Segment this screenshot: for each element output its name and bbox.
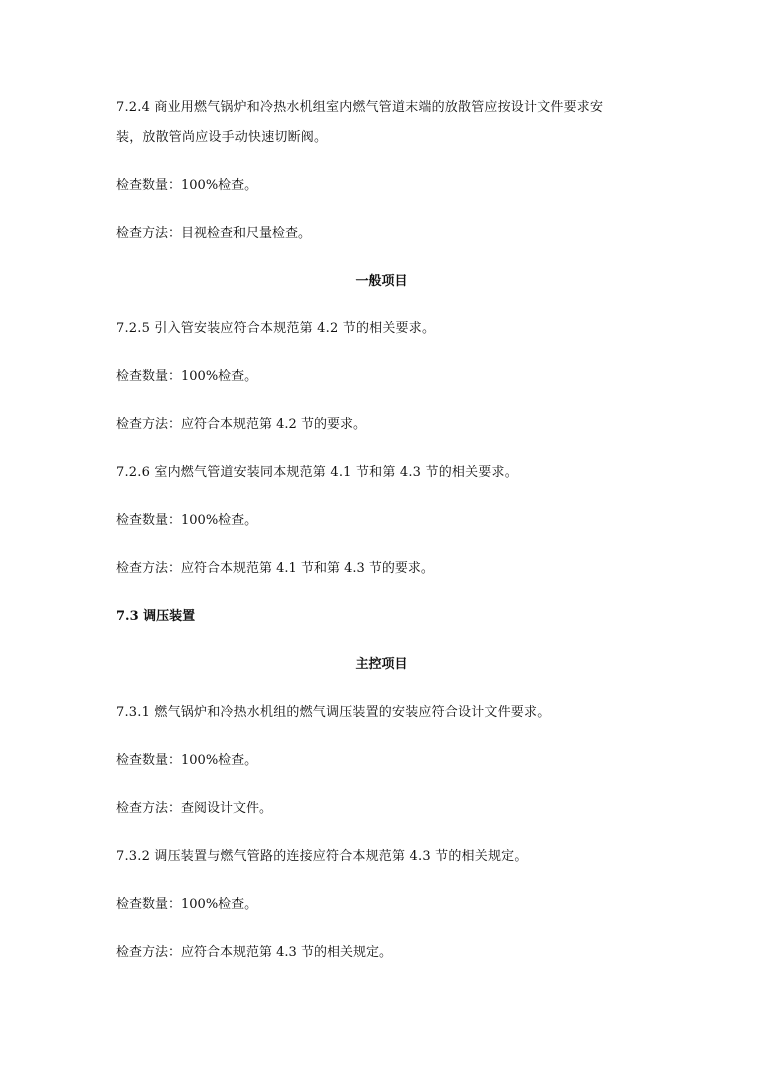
clause-7-2-5: 7.2.5 引入管安装应符合本规范第 4.2 节的相关要求。 xyxy=(116,321,436,336)
inspection-method: 检查方法：应符合本规范第 4.1 节和第 4.3 节的要求。 xyxy=(116,561,434,576)
clause-7-3-1: 7.3.1 燃气锅炉和冷热水机组的燃气调压装置的安装应符合设计文件要求。 xyxy=(116,705,551,720)
inspection-method: 检查方法：目视检查和尺量检查。 xyxy=(116,226,312,241)
clause-7-3-2: 7.3.2 调压装置与燃气管路的连接应符合本规范第 4.3 节的相关规定。 xyxy=(116,849,528,864)
clause-7-2-4-line-1: 7.2.4 商业用燃气锅炉和冷热水机组室内燃气管道末端的放散管应按设计文件要求安 xyxy=(116,100,604,115)
inspection-quantity: 检查数量：100%检查。 xyxy=(116,369,258,384)
inspection-quantity: 检查数量：100%检查。 xyxy=(116,753,258,768)
inspection-quantity: 检查数量：100%检查。 xyxy=(116,897,258,912)
clause-7-2-4-line-2: 装，放散管尚应设手动快速切断阀。 xyxy=(116,130,328,145)
section-heading-general-items: 一般项目 xyxy=(355,274,408,289)
inspection-quantity: 检查数量：100%检查。 xyxy=(116,178,258,193)
section-title-7-3: 7.3 调压装置 xyxy=(116,609,196,624)
inspection-method: 检查方法：查阅设计文件。 xyxy=(116,801,273,816)
inspection-quantity: 检查数量：100%检查。 xyxy=(116,513,258,528)
clause-7-2-6: 7.2.6 室内燃气管道安装同本规范第 4.1 节和第 4.3 节的相关要求。 xyxy=(116,465,518,480)
inspection-method: 检查方法：应符合本规范第 4.2 节的要求。 xyxy=(116,417,366,432)
section-heading-main-control-items: 主控项目 xyxy=(355,657,408,672)
inspection-method: 检查方法：应符合本规范第 4.3 节的相关规定。 xyxy=(116,945,392,960)
